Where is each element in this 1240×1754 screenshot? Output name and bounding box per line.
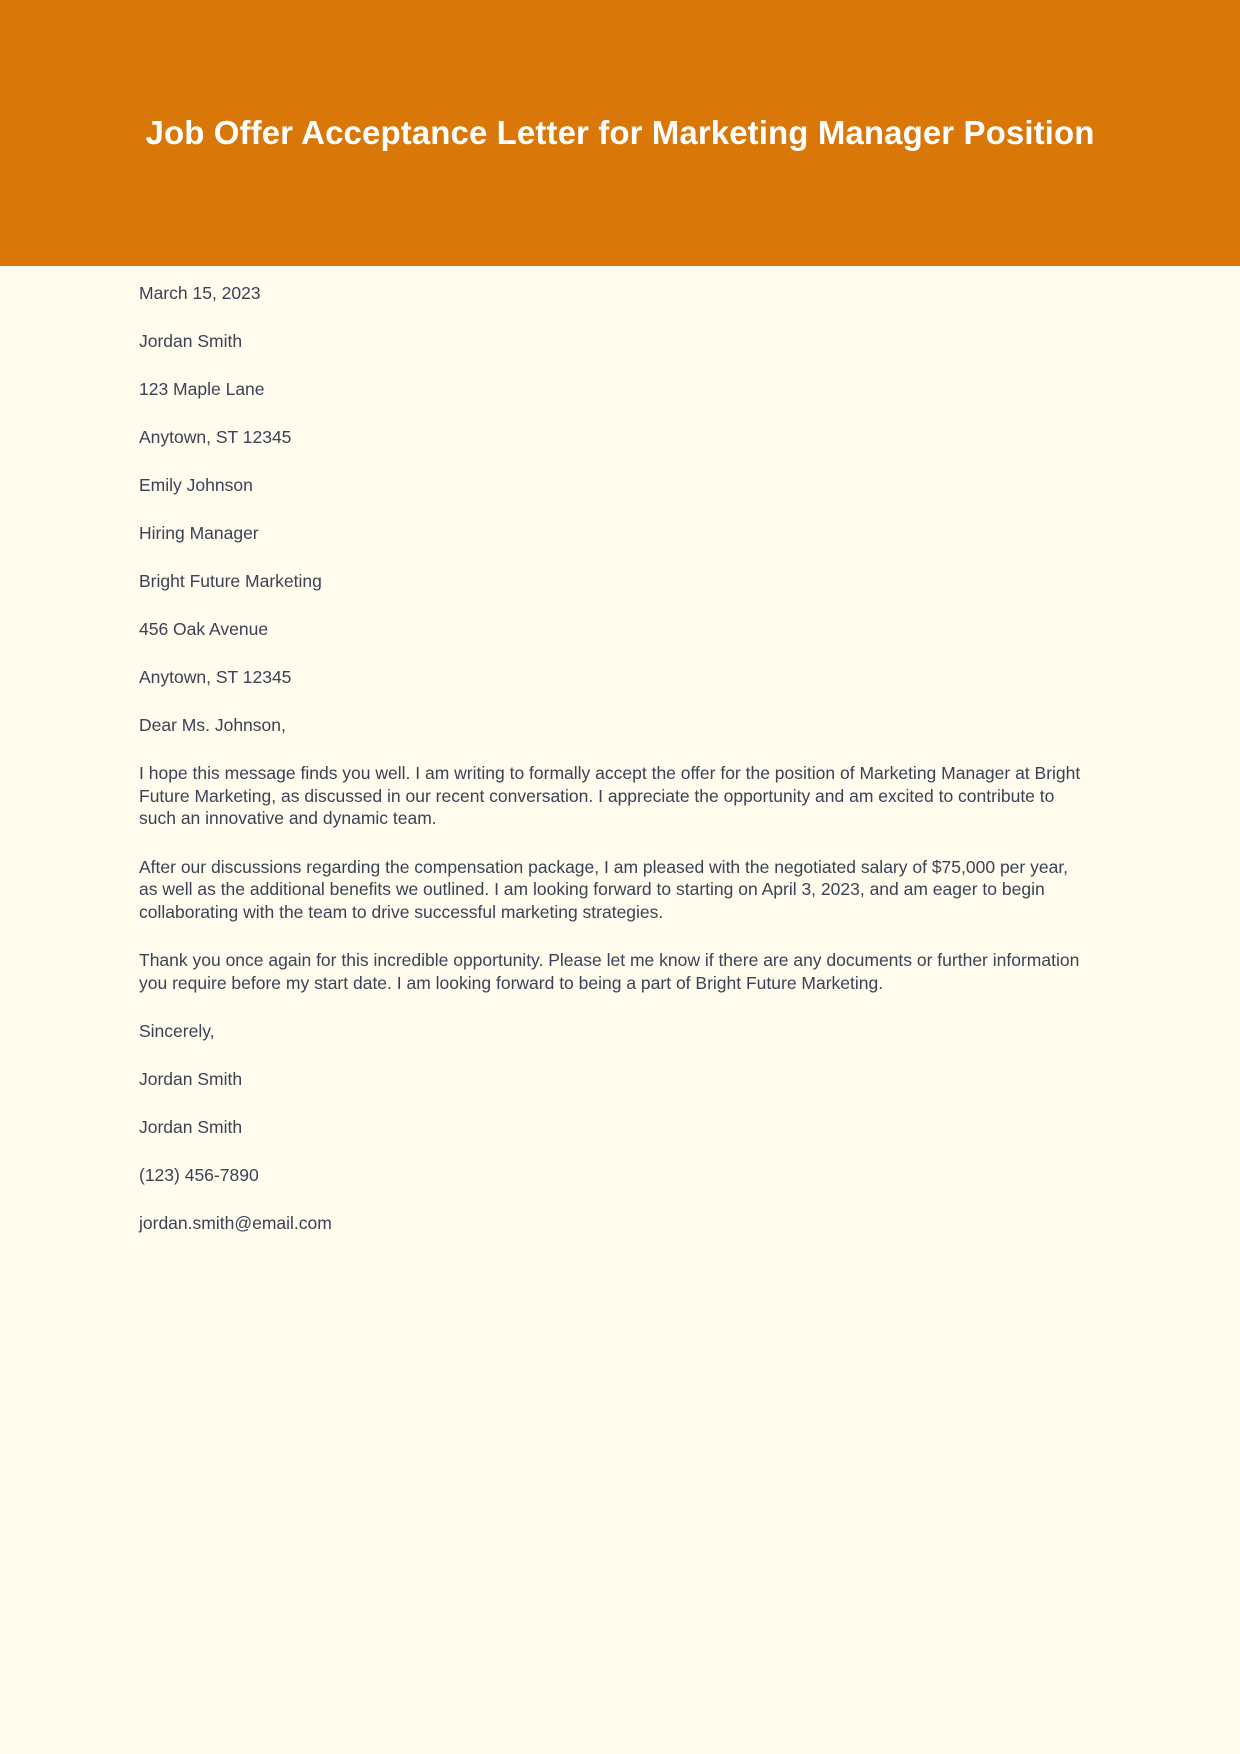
closing-salutation: Sincerely, — [139, 1021, 215, 1041]
body-paragraph-3: Thank you once again for this incredible opportunity. Please let me know if there are any documents or further information you require before my start date. I am looking forward to being a part of Bright Future Marketing. — [139, 950, 1080, 993]
letter-content — [0, 266, 1240, 1234]
document-header-band — [0, 0, 1240, 266]
body-paragraph-2: After our discussions regarding the compensation package, I am pleased with the negotiated salary of $75,000 per year, as well as the additional benefits we outlined. I am looking forward to starting on April 3, 2023, and am eager to begin collaborating with the team to drive successful marketing strategies. — [139, 856, 1069, 922]
recipient-street: 456 Oak Avenue — [139, 619, 269, 639]
sender-city-state-zip: Anytown, ST 12345 — [139, 427, 292, 447]
printed-name: Jordan Smith — [139, 1117, 243, 1137]
recipient-city-state-zip: Anytown, ST 12345 — [139, 667, 292, 687]
recipient-name: Emily Johnson — [139, 475, 253, 495]
body-paragraph-1: I hope this message finds you well. I am writing to formally accept the offer for the position of Marketing Manager at Bright Future Marketing, as discussed in our recent conversation. I appreciate the opportunity and am excited to contribute to such an innovative and dynamic team. — [139, 763, 1081, 828]
sender-name: Jordan Smith — [139, 331, 243, 351]
recipient-title: Hiring Manager — [139, 523, 259, 543]
contact-phone: (123) 456-7890 — [139, 1165, 259, 1185]
recipient-company: Bright Future Marketing — [139, 571, 322, 591]
page-title: Job Offer Acceptance Letter for Marketing Manager Position — [145, 114, 1095, 152]
salutation: Dear Ms. Johnson, — [139, 715, 286, 735]
letter-date: March 15, 2023 — [139, 283, 261, 303]
contact-email: jordan.smith@email.com — [139, 1213, 332, 1233]
signature-name: Jordan Smith — [139, 1069, 243, 1089]
sender-street: 123 Maple Lane — [139, 379, 265, 399]
